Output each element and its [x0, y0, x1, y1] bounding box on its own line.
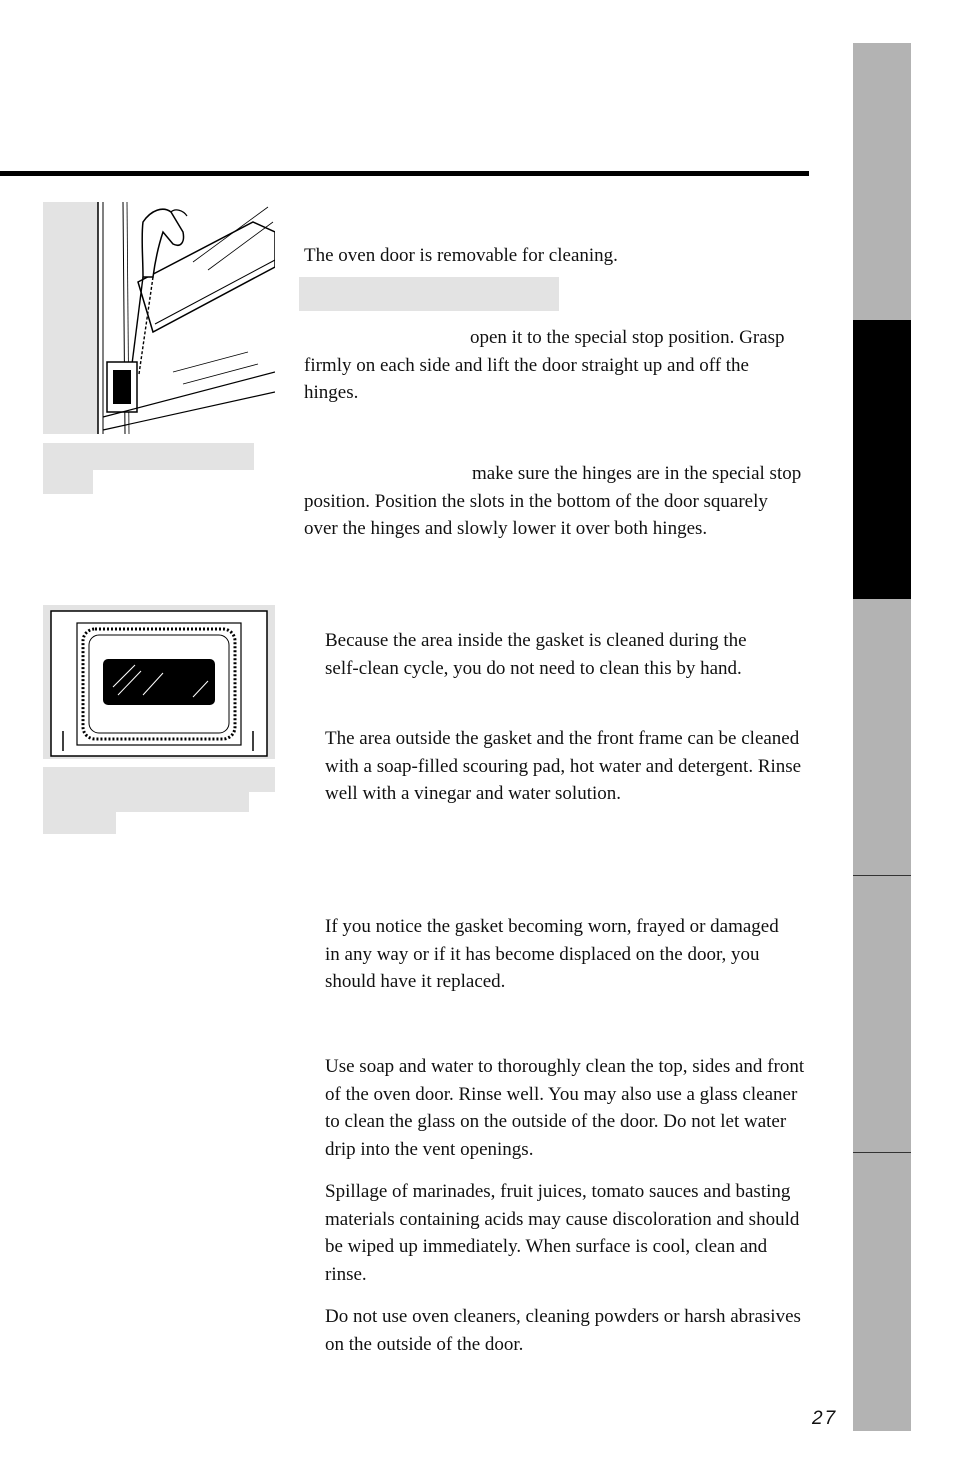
oven-door-hinge-illustration-icon [43, 202, 275, 434]
side-tab-4 [853, 876, 911, 1152]
caption-placeholder [43, 470, 93, 494]
remove-door-text: open it to the special stop position. Grasp firmly on each side and lift the door straight up and off the hinges. [304, 327, 785, 403]
door-exterior-text: Use soap and water to thoroughly clean the top, sides and front of the oven door. Rinse well. You may also use a glass cleaner to clean the glass on the outside of the door. Do not let water drip into the vent openings. [325, 1056, 805, 1160]
caption-placeholder [43, 443, 254, 470]
page-number: 27 [812, 1408, 838, 1429]
caption-placeholder [43, 767, 275, 792]
no-cleaners-text: Do not use oven cleaners, cleaning powders or harsh abrasives on the outside of the door. [325, 1306, 801, 1355]
side-tab-3 [853, 599, 911, 875]
header-rule [0, 171, 809, 176]
spillage-text: Spillage of marinades, fruit juices, tomato sauces and basting materials containing acids may cause discoloration and should be wiped up immediately. When surface is cool, clean and rinse. [325, 1181, 800, 1285]
side-tab-active [853, 320, 911, 599]
gasket-inside-text: Because the area inside the gasket is cleaned during the self-clean cycle, you do not need to clean this by hand. [325, 630, 747, 679]
caption-placeholder [43, 812, 116, 834]
gasket-outside-text: The area outside the gasket and the front frame can be cleaned with a soap-filled scouring pad, hot water and detergent. Rinse well with a vinegar and water solution. [325, 728, 802, 804]
oven-door-gasket-illustration-icon [43, 605, 275, 759]
replace-door-text: make sure the hinges are in the special stop position. Position the slots in the bottom of the door squarely over the hinges and slowly lower it over both hinges. [304, 463, 802, 539]
side-tab-5 [853, 1153, 911, 1431]
side-tab-1 [853, 43, 911, 320]
caption-placeholder [43, 792, 249, 812]
intro-text: The oven door is removable for cleaning. [304, 245, 618, 266]
gasket-replace-text: If you notice the gasket becoming worn, frayed or damaged in any way or if it has become displaced on the door, you should have it replaced. [325, 916, 779, 992]
heading-placeholder [299, 277, 559, 311]
